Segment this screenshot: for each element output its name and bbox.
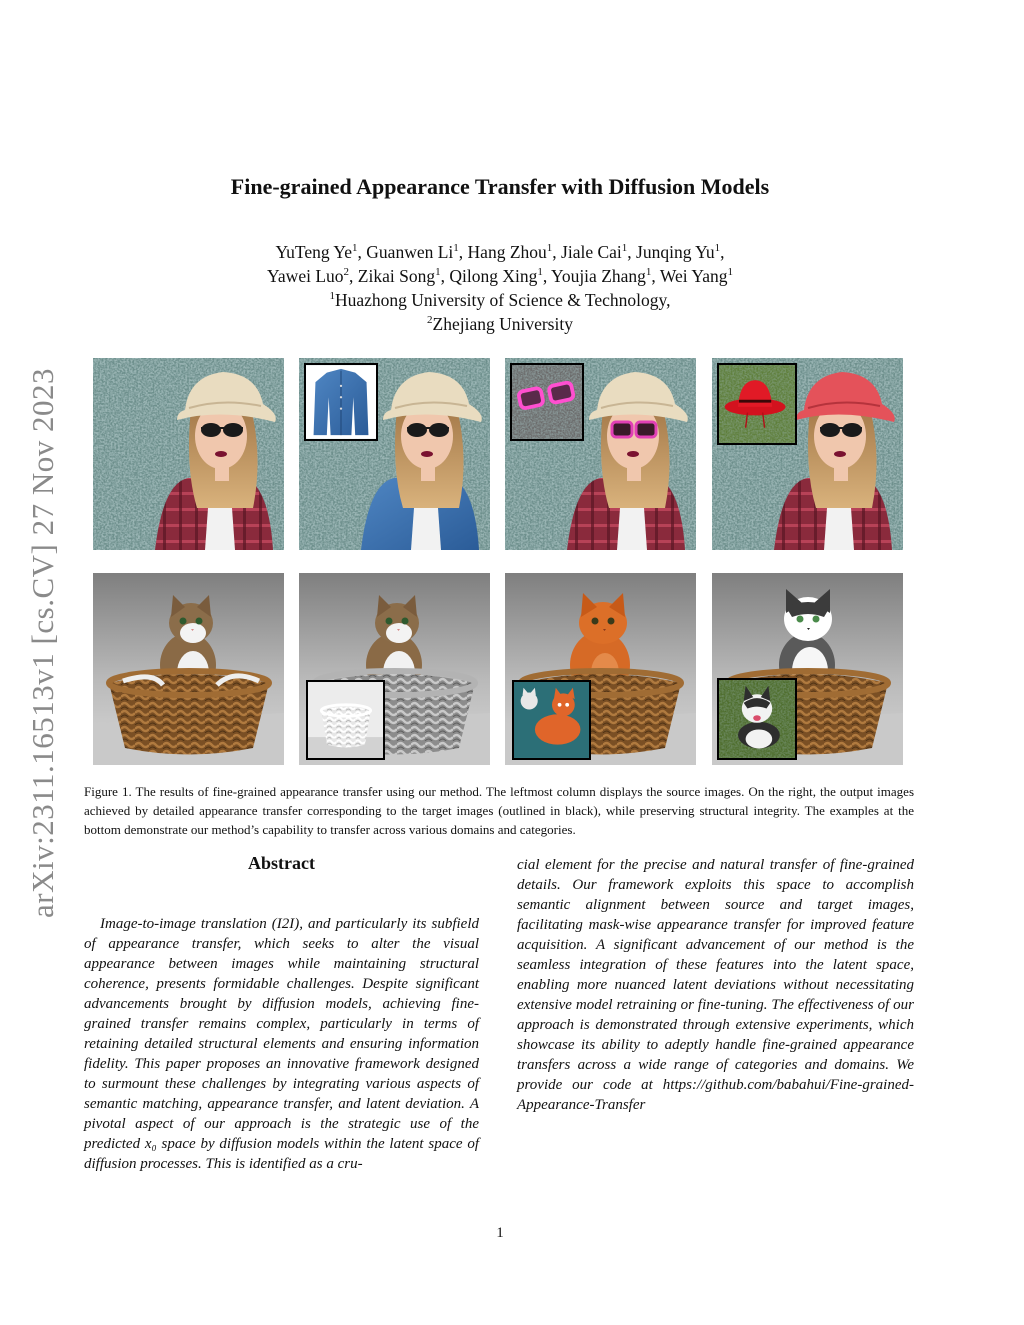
author-sup: 1 xyxy=(537,266,543,278)
target-inset-husky xyxy=(717,678,797,760)
author-sup: 1 xyxy=(714,242,721,254)
author-name: Wei Yang xyxy=(659,266,728,286)
figure-output-denim-jacket xyxy=(299,358,490,550)
arxiv-stamp-text: arXiv:2311.16513v1 [cs.CV] 27 Nov 2023 xyxy=(25,368,60,918)
author-name: Qilong Xing xyxy=(449,266,538,286)
author-sup: 1 xyxy=(621,242,628,254)
paper-title: Fine-grained Appearance Transfer with Diffusion Models xyxy=(230,174,770,199)
author-sep: , xyxy=(542,266,551,286)
target-inset-glasses xyxy=(510,363,584,441)
author-name: Jiale Cai xyxy=(561,242,622,262)
affiliation-text: Zhejiang University xyxy=(432,314,573,334)
target-inset-hat xyxy=(717,363,797,445)
figure-output-orange-cat xyxy=(505,573,696,765)
figure-output-white-basket xyxy=(299,573,490,765)
figure-output-husky-cat xyxy=(712,573,903,765)
figure-row-portrait xyxy=(93,358,903,550)
author-name: Yawei Luo xyxy=(267,266,344,286)
author-name: YuTeng Ye xyxy=(275,242,353,262)
author-sup: 2 xyxy=(343,266,350,278)
page-number: 1 xyxy=(496,1225,504,1241)
author-sep: , xyxy=(552,242,562,262)
target-inset-jacket xyxy=(304,363,378,441)
author-name: Junqing Yu xyxy=(636,242,715,262)
abstract-text-left: Image-to-image translation (I2I), and particularly its subfield of appearance transfer, which seeks to alter the visual appearance between images while maintaining structural coherence, presents formidable challenges. Despite significant advancements brought by diffusion models, achieving fine-grained transfer remains complex, particularly in terms of retaining detailed structural elements and ensuring information fidelity. This paper proposes an innovative framework designed to surmount these challenges by integrating various aspects of semantic matching, appearance transfer, and latent deviation. A pivotal aspect of our approach is the strategic use of the predicted x₀ space by diffusion models within the latent space of diffusion processes. This is identified as a cru- xyxy=(84,916,479,1172)
author-block xyxy=(0,240,1000,336)
affiliation-sup: 1 xyxy=(329,290,335,302)
abstract-heading: Abstract xyxy=(248,853,315,873)
author-sep: , xyxy=(349,266,358,286)
figure-output-pink-glasses xyxy=(505,358,696,550)
author-name: Hang Zhou xyxy=(467,242,547,262)
affiliation-1 xyxy=(0,288,1000,312)
affiliation-2 xyxy=(0,312,1000,336)
figure-source-portrait xyxy=(93,358,284,550)
arxiv-stamp xyxy=(25,348,61,938)
author-sup: 1 xyxy=(453,242,459,254)
author-sup: 1 xyxy=(352,242,358,254)
author-sep: , xyxy=(440,266,450,286)
author-line-2 xyxy=(0,264,1000,288)
figure-output-red-hat xyxy=(712,358,903,550)
target-inset-basket xyxy=(306,680,385,760)
author-sup: 1 xyxy=(645,266,652,278)
author-sup: 1 xyxy=(435,266,441,278)
author-line-1 xyxy=(0,240,1000,264)
affiliation-text: Huazhong University of Science & Technology, xyxy=(334,290,671,310)
figure-source-cat xyxy=(93,573,284,765)
author-sep: , xyxy=(720,242,725,262)
author-name: Zikai Song xyxy=(357,266,436,286)
author-sep: , xyxy=(627,242,637,262)
target-inset-cartoon-cat xyxy=(512,680,591,760)
author-sep: , xyxy=(651,266,660,286)
author-sup: 1 xyxy=(546,242,553,254)
abstract-text-right: cial element for the precise and natural transfer of fine-grained details. Our framework exploits this space to accomplish semantic alignment between source and target images, facilitating mask-wise appearance transfer for improved feature acquisition. A significant advancement of our method is the seamless integration of these features into the latent space, enabling more nuanced latent deviations without necessitating extensive model retraining or fine-tuning. The effectiveness of our approach is demonstrated through extensive experiments, which showcase its ability to adeptly handle fine-grained appearance transfers across a wide range of categories and domains. We provide our code at https://github.com/babahui/Fine-grained-Appearance-Transfer xyxy=(517,857,914,1113)
author-sup: 1 xyxy=(727,266,733,278)
figure-row-cat xyxy=(93,573,903,765)
author-name: Guanwen Li xyxy=(366,242,454,262)
figure-caption: Figure 1. The results of fine-grained appearance transfer using our method. The leftmost column displays the source images. On the right, the output images achieved by detailed appearance transfer corresponding to the target images (outlined in black), while preserving structural integrity. The examples at the bottom demonstrate our method’s capability to transfer across various domains and categories. xyxy=(84,784,914,837)
author-sep: , xyxy=(357,242,367,262)
author-name: Youjia Zhang xyxy=(550,266,646,286)
author-sep: , xyxy=(458,242,468,262)
affiliation-sup: 2 xyxy=(427,314,433,326)
